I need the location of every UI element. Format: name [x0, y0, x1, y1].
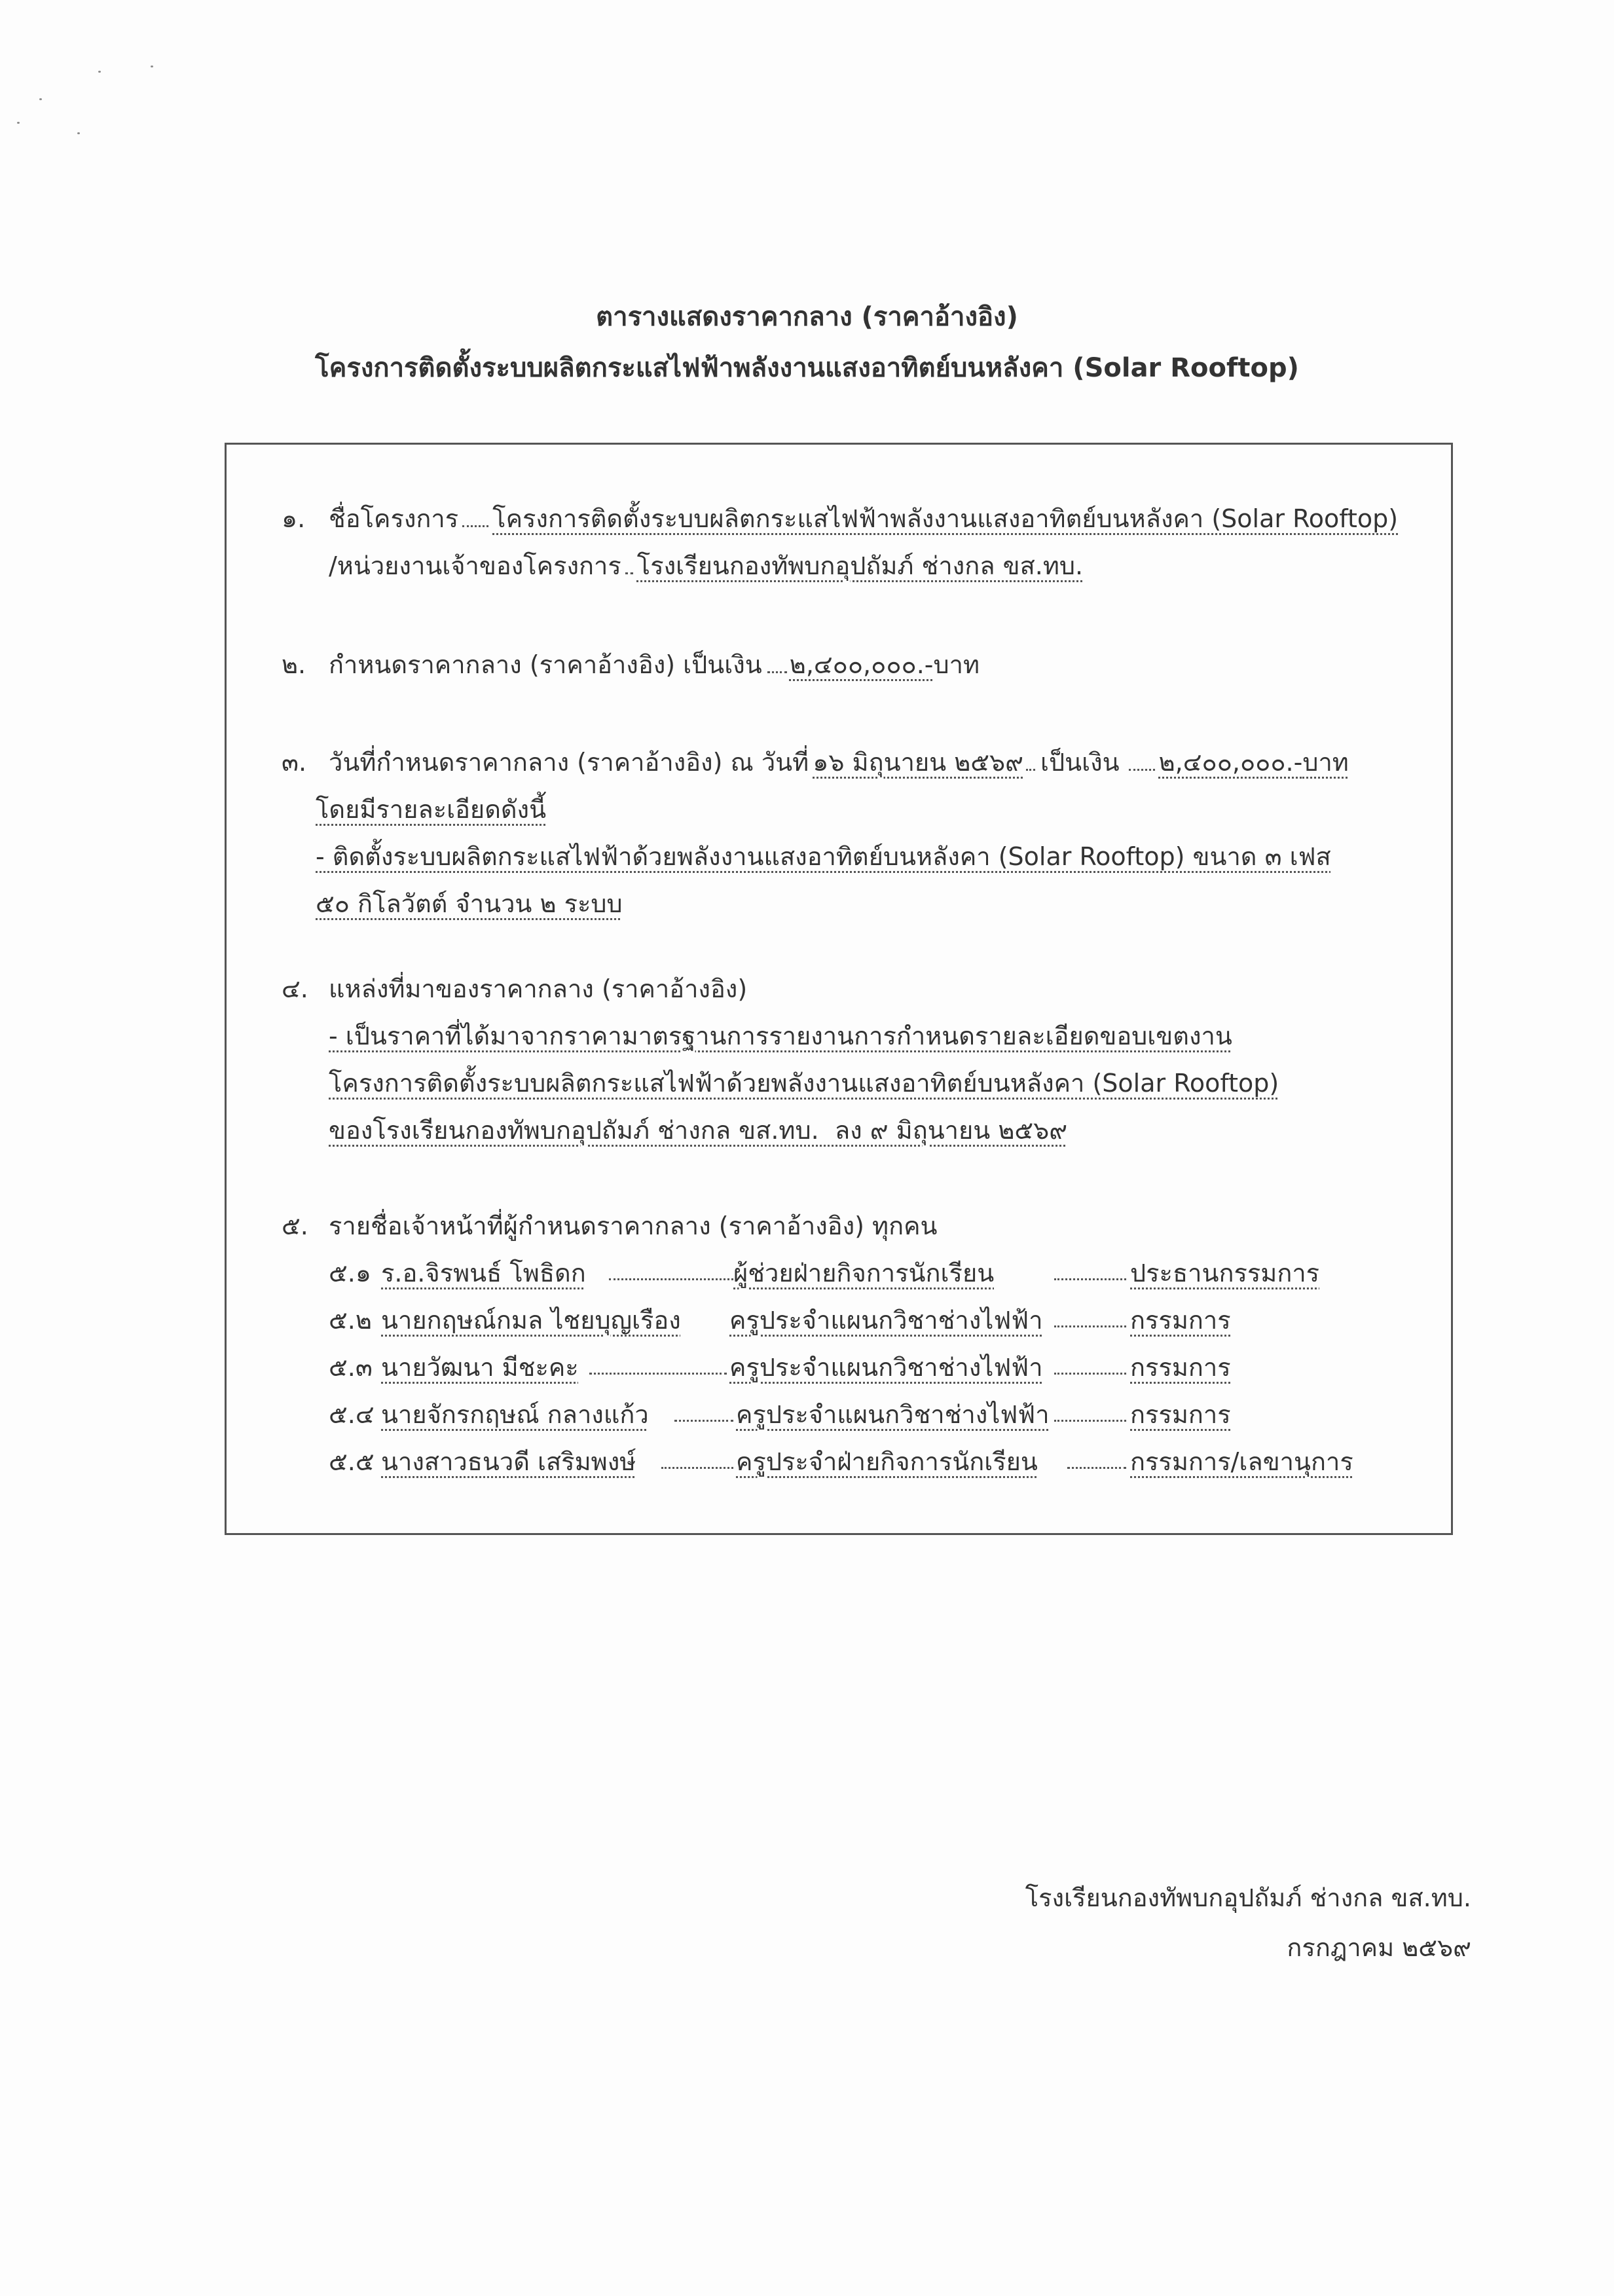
reference-price-value: ๒,๔๐๐,๐๐๐.- [789, 650, 934, 679]
committee-label: รายชื่อเจ้าหน้าที่ผู้กำหนดราคากลาง (ราคาอ้างอิง) ทุกคน [329, 1212, 938, 1240]
member-role: ประธานกรรมการ [1130, 1259, 1320, 1287]
member-name: นางสาวธนวดี เสริมพงษ์ [381, 1447, 636, 1476]
issue-date: กรกฎาคม ๒๕๖๙ [1287, 1933, 1471, 1962]
dot-leader [674, 1420, 733, 1422]
title-line-1: ตารางแสดงราคากลาง (ราคาอ้างอิง) [596, 302, 1018, 332]
member-position: ครูประจำแผนกวิชาช่างไฟฟ้า [736, 1400, 1050, 1429]
title-line-2: โครงการติดตั้งระบบผลิตกระแสไฟฟ้าพลังงานแสงอาทิตย์บนหลังคา (Solar Rooftop) [315, 353, 1299, 383]
price-source-line-2: โครงการติดตั้งระบบผลิตกระแสไฟฟ้าด้วยพลังงานแสงอาทิตย์บนหลังคา (Solar Rooftop) [329, 1069, 1279, 1098]
member-role: กรรมการ [1130, 1400, 1231, 1429]
dot-leader [1129, 752, 1155, 771]
member-position: ครูประจำฝ่ายกิจการนักเรียน [736, 1447, 1038, 1476]
owner-value: โรงเรียนกองทัพบกอุปถัมภ์ ช่างกล ขส.ทบ. [636, 551, 1084, 580]
dot-leader [1054, 1278, 1126, 1280]
price-source-line-1: - เป็นราคาที่ได้มาจากราคามาตรฐานการรายงานการกำหนดรายละเอียดขอบเขตงาน [329, 1022, 1232, 1050]
member-number: ๕.๑ [329, 1259, 371, 1287]
detail-line-2: ๕๐ กิโลวัตต์ จำนวน ๒ ระบบ [316, 889, 623, 918]
dot-leader [609, 1278, 733, 1280]
member-name: นายกฤษณ์กมล ไชยบุญเรือง [381, 1306, 681, 1335]
section-reference-price [282, 641, 980, 688]
member-position: ครูประจำแผนกวิชาช่างไฟฟ้า [729, 1353, 1043, 1382]
price-source-line-3: ของโรงเรียนกองทัพบกอุปถัมภ์ ช่างกล ขส.ทบ. ลง ๙ มิถุนายน ๒๕๖๙ [329, 1116, 1068, 1145]
price-source-label: แหล่งที่มาของราคากลาง (ราคาอ้างอิง) [329, 974, 748, 1003]
member-name: นายจักรกฤษณ์ กลางแก้ว [381, 1400, 649, 1429]
currency-unit: บาท [1302, 748, 1349, 777]
owner-label: /หน่วยงานเจ้าของโครงการ [329, 551, 621, 580]
section-price-date [282, 739, 1349, 927]
section-project-name [282, 495, 1398, 589]
section-committee [282, 1202, 1353, 1485]
committee-member [282, 1250, 1320, 1297]
member-role: กรรมการ/เลขานุการ [1130, 1447, 1353, 1476]
member-name: นายวัฒนา มีชะคะ [381, 1353, 579, 1382]
section-number: ๕. [282, 1212, 308, 1240]
dot-leader [589, 1373, 727, 1375]
dot-leader [661, 1467, 733, 1469]
currency-unit: บาท [933, 650, 980, 679]
section-number: ๑. [282, 504, 306, 533]
issuing-organization: โรงเรียนกองทัพบกอุปถัมภ์ ช่างกล ขส.ทบ. [1025, 1883, 1471, 1912]
document-title [0, 291, 1614, 394]
dot-leader [1054, 1325, 1126, 1327]
committee-member [282, 1438, 1353, 1485]
dot-leader [1026, 752, 1035, 771]
dot-leader [1054, 1373, 1126, 1375]
member-position: ผู้ช่วยฝ่ายกิจการนักเรียน [733, 1259, 995, 1287]
section-price-source [282, 965, 1279, 1154]
committee-member [282, 1297, 1231, 1344]
reference-price-label: กำหนดราคากลาง (ราคาอ้างอิง) เป็นเงิน [329, 650, 762, 679]
price-date-value: ๑๖ มิถุนายน ๒๕๖๙ [813, 748, 1023, 777]
amount-label: เป็นเงิน [1040, 748, 1120, 777]
member-number: ๕.๓ [329, 1353, 373, 1382]
dot-leader [767, 654, 787, 673]
member-name: ร.อ.จิรพนธ์ โพธิดก [381, 1259, 586, 1287]
dot-leader [462, 508, 488, 527]
project-name-value: โครงการติดตั้งระบบผลิตกระแสไฟฟ้าพลังงานแสงอาทิตย์บนหลังคา (Solar Rooftop) [492, 504, 1399, 533]
dot-leader [1067, 1467, 1126, 1469]
section-number: ๒. [282, 650, 306, 679]
price-date-label: วันที่กำหนดราคากลาง (ราคาอ้างอิง) ณ วันที่ [329, 748, 809, 777]
committee-member [282, 1391, 1231, 1438]
dot-leader [1054, 1420, 1126, 1422]
detail-intro: โดยมีรายละเอียดดังนี้ [316, 795, 547, 824]
member-number: ๕.๔ [329, 1400, 375, 1429]
member-role: กรรมการ [1130, 1306, 1231, 1335]
member-number: ๕.๒ [329, 1306, 372, 1335]
amount-value: ๒,๔๐๐,๐๐๐.- [1158, 748, 1303, 777]
scan-specks [13, 59, 170, 151]
section-number: ๓. [282, 748, 307, 777]
section-number: ๔. [282, 974, 308, 1003]
dot-leader [625, 555, 633, 574]
member-role: กรรมการ [1130, 1353, 1231, 1382]
document-footer [1025, 1873, 1471, 1972]
member-number: ๕.๕ [329, 1447, 375, 1476]
project-name-label: ชื่อโครงการ [329, 504, 459, 533]
detail-line-1: - ติดตั้งระบบผลิตกระแสไฟฟ้าด้วยพลังงานแสงอาทิตย์บนหลังคา (Solar Rooftop) ขนาด ๓ เฟส [316, 842, 1331, 871]
member-position: ครูประจำแผนกวิชาช่างไฟฟ้า [729, 1306, 1043, 1335]
committee-member [282, 1344, 1231, 1391]
